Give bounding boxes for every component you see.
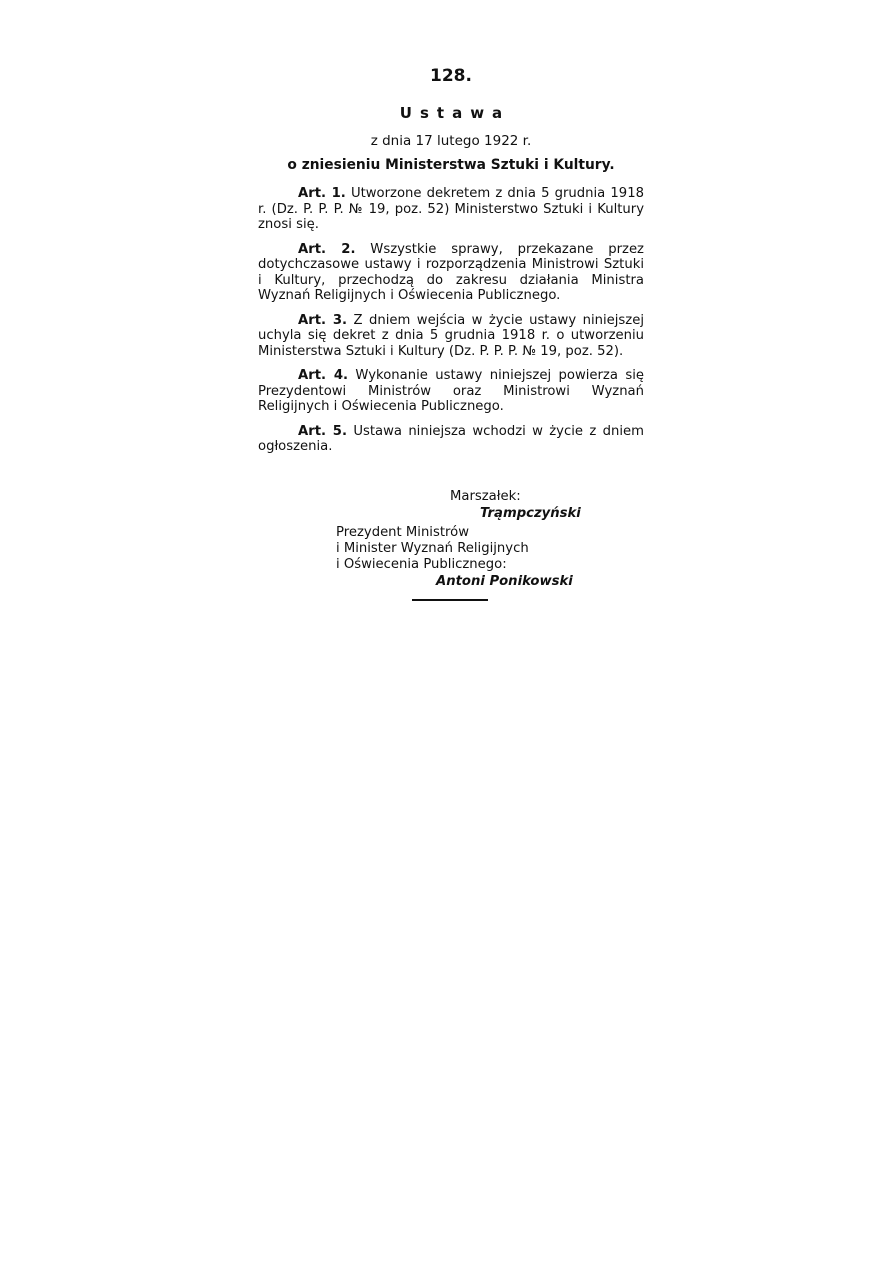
page-number: 128. [430, 66, 472, 86]
document-title: o zniesieniu Ministerstwa Sztuki i Kultury. [287, 157, 615, 173]
article-text: Ustawa niniejsza wchodzi w życie z dniem ogłoszenia. [258, 423, 644, 454]
article-text: Wykonanie ustawy niniejszej powierza się Prezydentowi Ministrów oraz Ministrowi Wyznań Religijnych i Oświecenia Publicznego. [258, 368, 644, 414]
article-4 [258, 368, 644, 415]
marshal-role: Marszałek: [450, 489, 521, 504]
article-label: Art. 3. [298, 312, 348, 328]
article-label: Art. 1. [298, 186, 346, 201]
article-text: Z dniem wejścia w życie ustawy niniejszej uchyla się dekret z dnia 5 grudnia 1918 r. o utworzeniu Ministerstwa Sztuki i Kultury (Dz. P. P. P. № 19, poz. 52). [258, 312, 644, 359]
article-5 [258, 424, 644, 455]
pm-role-line: Prezydent Ministrów [336, 525, 469, 540]
article-label: Art. 5. [298, 423, 347, 439]
document-type-heading: Ustawa [399, 104, 511, 122]
article-1 [258, 186, 644, 233]
article-text: Utworzone dekretem z dnia 5 grudnia 1918 r. (Dz. P. P. P. № 19, poz. 52) Ministerstwo Sztuki i Kultury znosi się. [258, 186, 644, 232]
articles-list [258, 186, 644, 464]
marshal-signature: Trąmpczyński [480, 506, 581, 521]
article-3 [258, 313, 644, 360]
article-label: Art. 2. [298, 241, 356, 257]
article-text: Wszystkie sprawy, przekazane przez dotychczasowe ustawy i rozporządzenia Ministrowi Sztuki i Kultury, przechodzą do zakresu działania Ministra Wyznań Religijnych i Oświecenia Publicznego. [258, 241, 644, 303]
document-date: z dnia 17 lutego 1922 r. [370, 133, 532, 149]
pm-role-line: i Minister Wyznań Religijnych [336, 541, 529, 556]
article-2 [258, 242, 644, 304]
article-label: Art. 4. [298, 368, 349, 383]
end-rule-divider [412, 599, 488, 601]
pm-role-line: i Oświecenia Publicznego: [336, 557, 507, 572]
prime-minister-signature: Antoni Ponikowski [436, 574, 573, 589]
prime-minister-role [336, 525, 529, 573]
